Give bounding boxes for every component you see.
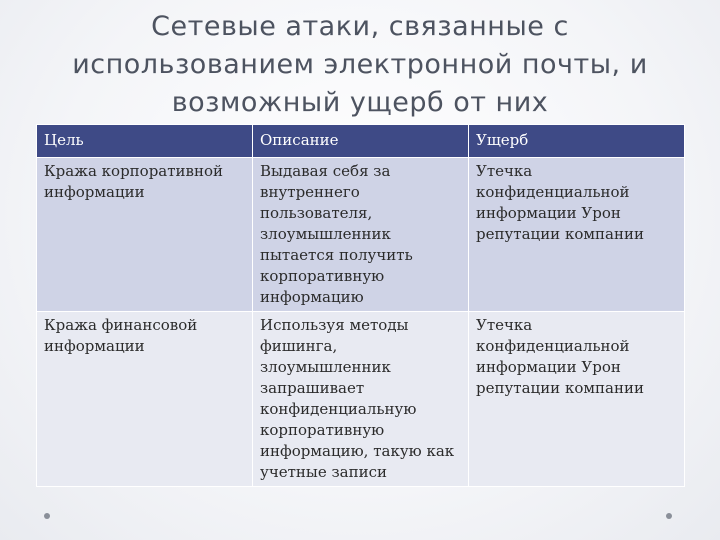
cell-description: Выдавая себя за внутреннего пользователя, злоумышленник пытается получить корпоративную информацию [253,158,469,312]
cell-damage: Утечка конфиденциальной информации Урон репутации компании [469,312,685,487]
header-damage: Ущерб [469,125,685,158]
slide-title: Сетевые атаки, связанные с использованием электронной почты, и возможный ущерб от них [72,11,648,118]
cell-description: Используя методы фишинга, злоумышленник запрашивает конфиденциальную корпоративную информацию, такую как учетные записи [253,312,469,487]
header-description: Описание [253,125,469,158]
cell-damage: Утечка конфиденциальной информации Урон репутации компании [469,158,685,312]
decor-dot-left [44,513,50,519]
header-goal: Цель [37,125,253,158]
table-header-row [37,125,685,158]
table-row [37,312,685,487]
table-row [37,158,685,312]
cell-goal: Кража финансовой информации [37,312,253,487]
cell-goal: Кража корпоративной информации [37,158,253,312]
decor-dot-right [666,513,672,519]
attacks-table [36,124,685,487]
